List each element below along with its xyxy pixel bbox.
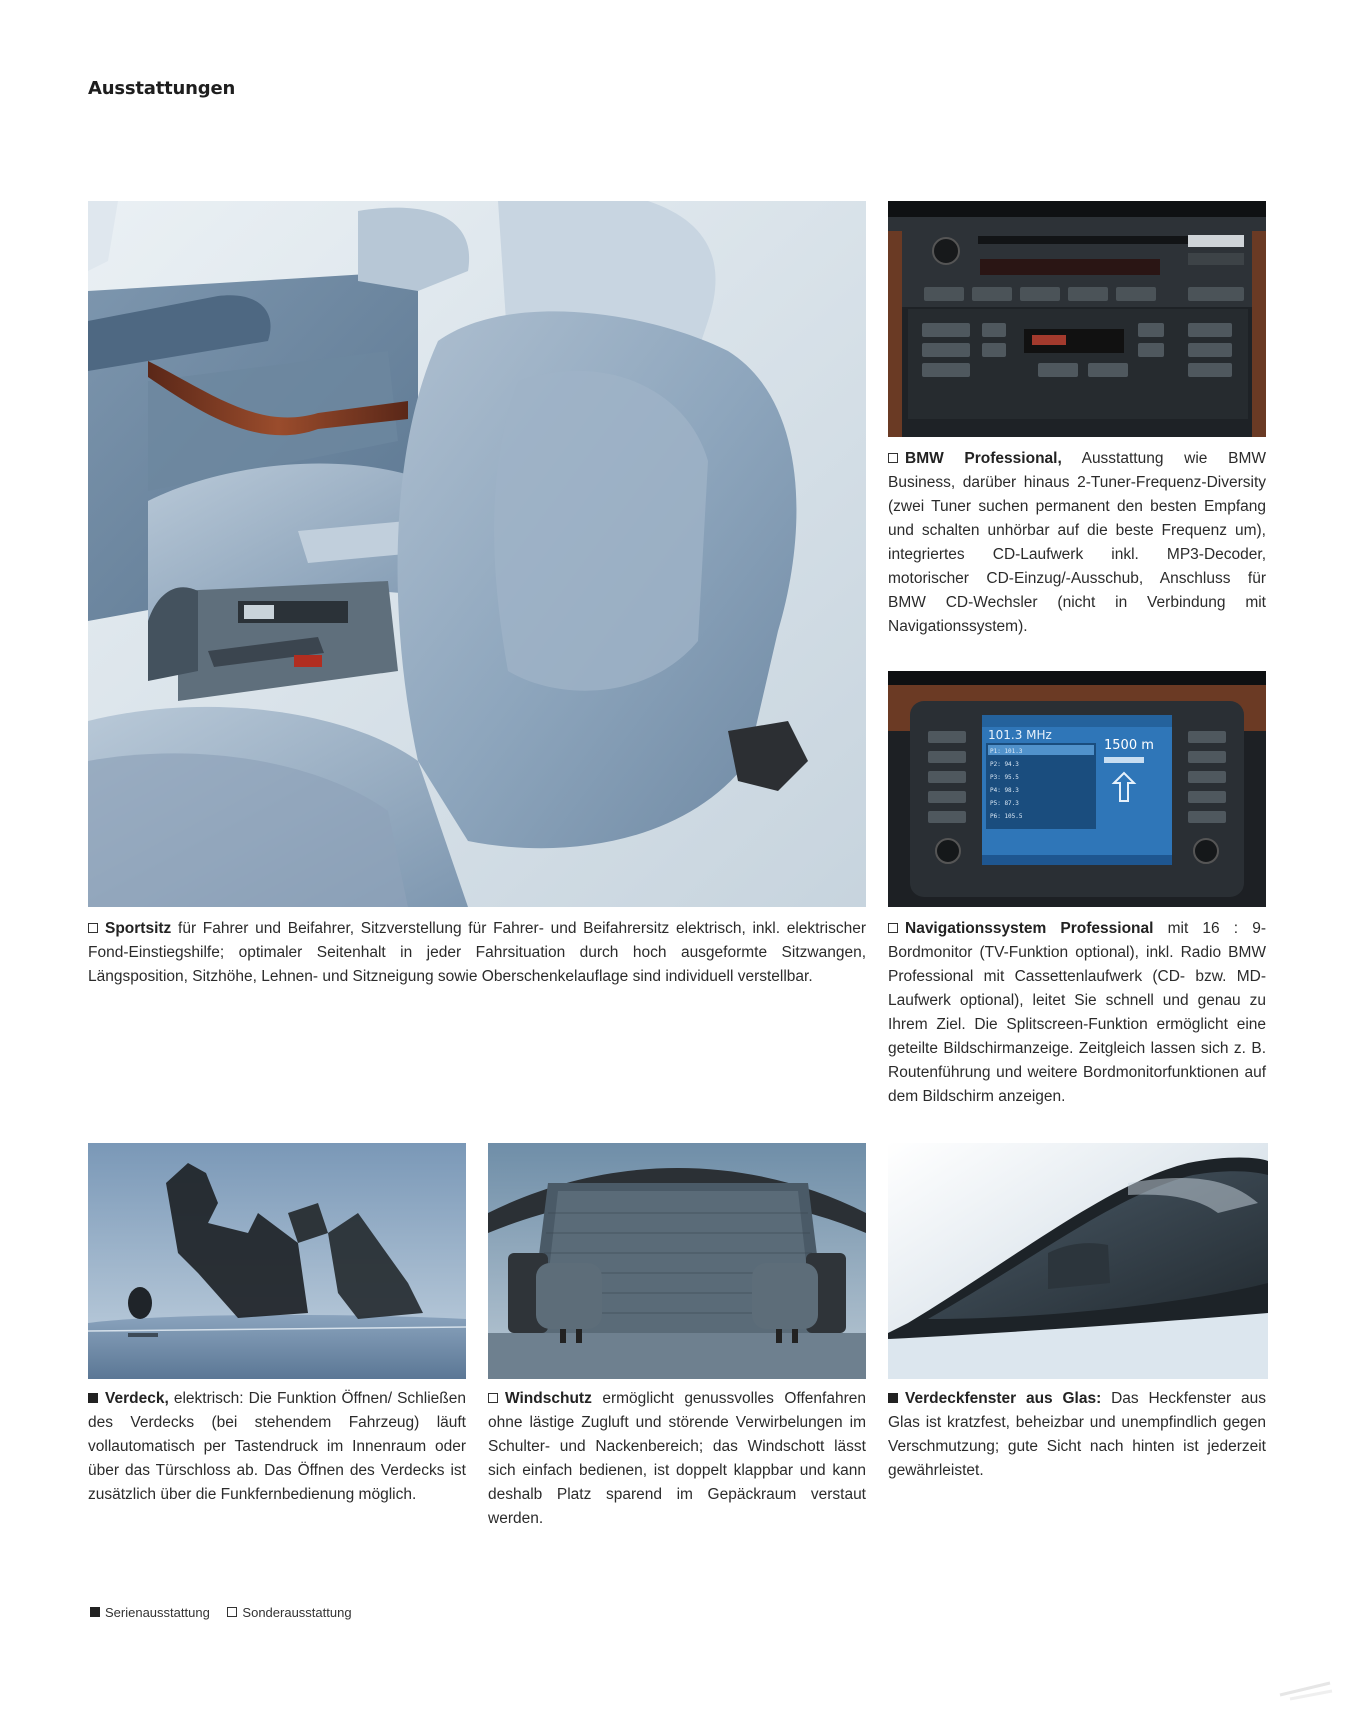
verdeckfenster-title: Verdeckfenster aus Glas: [905,1390,1102,1407]
windschutz-text: ermöglicht genussvolles Offenfahren ohne lästige Zugluft und störende Verwirbelungen im Schulter- und Nackenbereich; das Windschott lässt sich einfach bedienen, ist doppelt klappbar und kann deshalb Platz sparend im Gepäckraum verstaut werden. [488,1390,866,1527]
navi-distance: 1500 m [1104,738,1154,753]
legend [90,1605,366,1620]
sportsitz-photo [88,201,866,907]
page-corner-mark [1260,1665,1340,1705]
navigation-text: mit 16 : 9-Bordmonitor (TV-Funktion optional), inkl. Radio BMW Professional mit Cassettenlaufwerk (CD- bzw. MD-Laufwerk optional), leitet Sie schnell und genau zu Ihrem Ziel. Die Splitscreen-Funktion ermöglicht eine geteilte Bildschirmanzeige. Zeitgleich lassen sich z. B. Routenführung und weitere Bordmonitorfunktionen auf dem Bildschirm anzeigen. [888,920,1266,1105]
sportsitz-caption [88,917,866,989]
bmw-professional-text: Ausstattung wie BMW Business, darüber hinaus 2-Tuner-Frequenz-Diversity (zwei Tuner suchen permanent den besten Empfang und schalten unhörbar auf die beste Frequenz um), integriertes CD-Laufwerk inkl. MP3-Decoder, motorischer CD-Einzug/-Ausschub, Anschluss für BMW CD-Wechsler (nicht in Verbindung mit Navigationssystem). [888,450,1266,635]
radio-photo [888,201,1266,437]
page-title: Ausstattungen [88,78,236,99]
navi-preset: P3: 95.5 [990,774,1019,781]
navigation-title: Navigationssystem Professional [905,920,1154,937]
windschutz-caption [488,1387,866,1531]
legend-standard-label: Serienausstattung [105,1605,210,1620]
navi-preset: P1: 101.3 [990,748,1023,755]
windschutz-photo [488,1143,866,1379]
navi-preset: P2: 94.3 [990,761,1019,768]
bmw-professional-title: BMW Professional, [905,450,1062,467]
optional-marker-icon [88,923,98,933]
verdeck-title: Verdeck, [105,1390,169,1407]
verdeck-caption [88,1387,466,1507]
sportsitz-title: Sportsitz [105,920,172,937]
standard-marker-icon [90,1607,100,1617]
verdeckfenster-text: Das Heckfenster aus Glas ist kratzfest, beheizbar und unempfindlich gegen Verschmutzung; gute Sicht nach hinten ist jederzeit gewährleistet. [888,1390,1266,1479]
navi-preset: P4: 98.3 [990,787,1019,794]
navigation-caption [888,917,1266,1109]
standard-marker-icon [888,1393,898,1403]
navi-preset: P6: 105.5 [990,813,1023,820]
optional-marker-icon [888,923,898,933]
optional-marker-icon [888,453,898,463]
windschutz-title: Windschutz [505,1390,592,1407]
optional-marker-icon [488,1393,498,1403]
navigation-photo [888,671,1266,907]
verdeck-text: elektrisch: Die Funktion Öffnen/ Schließen des Verdecks (bei stehendem Fahrzeug) läuft vollautomatisch per Tastendruck im Innenraum oder über das Türschloss ab. Das Öffnen des Verdecks ist zusätzlich über die Funkfernbedienung möglich. [88,1390,466,1503]
sportsitz-text: für Fahrer und Beifahrer, Sitzverstellung für Fahrer- und Beifahrersitz elektrisch, inkl. elektrischer Fond-Einstiegshilfe; optimaler Seitenhalt in jeder Fahrsituation durch hoch ausgeformte Sitzwangen, Längsposition, Sitzhöhe, Lehnen- und Sitzneigung sowie Oberschenkelauflage sind individuell verstellbar. [88,920,866,985]
verdeck-photo [88,1143,466,1379]
standard-marker-icon [88,1393,98,1403]
bmw-professional-caption [888,447,1266,639]
navi-frequency: 101.3 MHz [988,728,1052,742]
legend-optional-label: Sonderausstattung [242,1605,352,1620]
verdeckfenster-photo [888,1143,1268,1379]
navi-preset: P5: 87.3 [990,800,1019,807]
verdeckfenster-caption [888,1387,1266,1483]
optional-marker-icon [227,1607,237,1617]
